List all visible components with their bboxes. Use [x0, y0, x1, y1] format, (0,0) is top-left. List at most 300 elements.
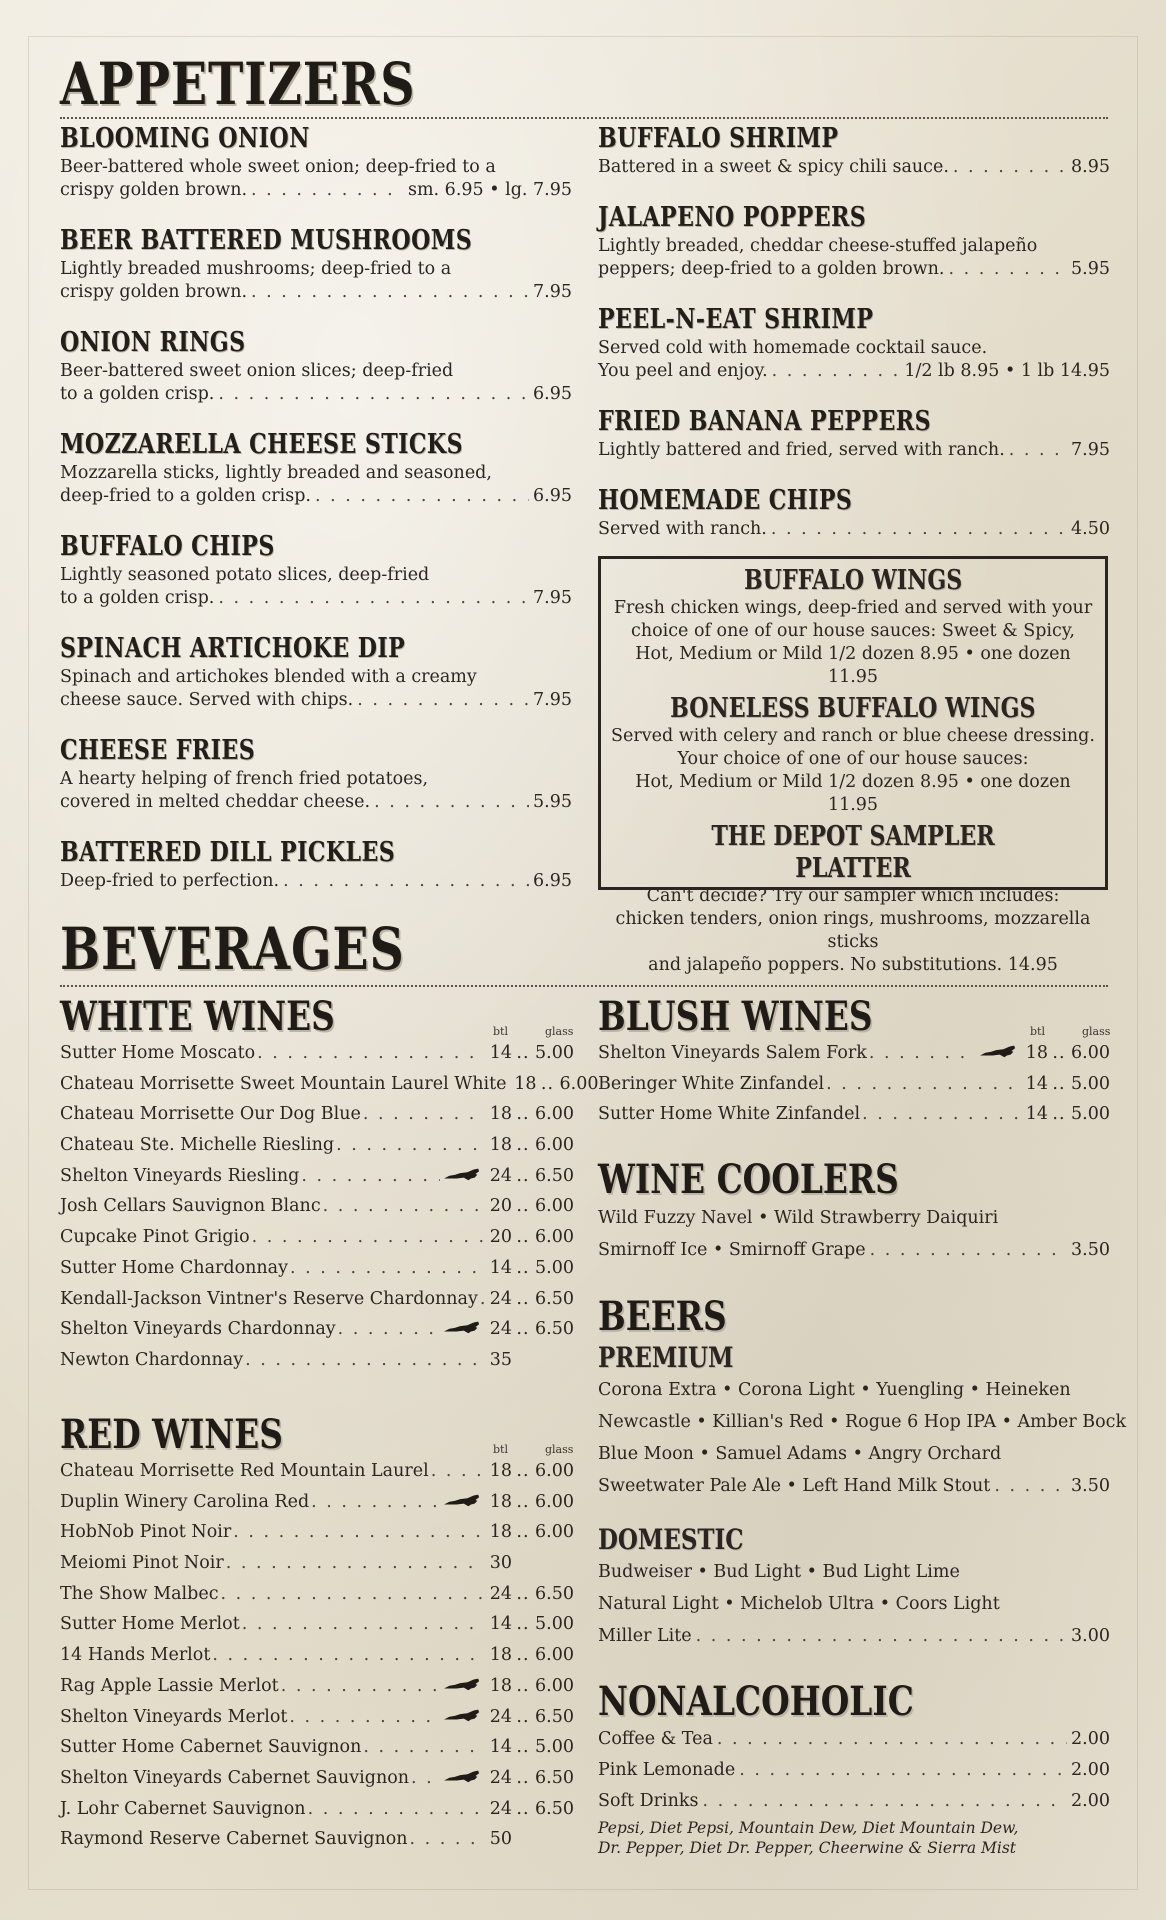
item-description-end: to a golden crisp.: [60, 384, 215, 404]
wine-item-josh-cellars-sauvignon-blanc: [60, 1191, 574, 1222]
item-description-end: cheese sauce. Served with chips.: [60, 690, 354, 710]
item-price-row: [598, 258, 1110, 281]
glass-price: 6.50: [535, 1288, 574, 1309]
glass-price: 6.00: [535, 1522, 574, 1543]
menu-item-peel-n-eat-shrimp: [598, 305, 1110, 383]
menu-item-jalapeno-poppers: [598, 203, 1110, 281]
glass-price: 5.00: [535, 1043, 574, 1063]
leader-dots: [410, 1824, 484, 1855]
bottle-price: 14: [489, 1043, 512, 1063]
leader-dots: [226, 1548, 484, 1579]
item-price: 1/2 lb 8.95 • 1 lb 14.95: [904, 361, 1110, 381]
bottle-price: 35: [489, 1349, 512, 1370]
nonalcoholic-list: [598, 1724, 1110, 1817]
boneless-desc-1: Served with celery and ranch or blue cheese dressing.: [611, 726, 1095, 746]
wine-item-meiomi-pinot-noir: [60, 1548, 574, 1579]
north-carolina-state-icon: [444, 1167, 480, 1181]
item-price: 5.95: [533, 792, 572, 812]
wine-coolers-heading: WINE COOLERS: [598, 1156, 899, 1203]
item-name: MOZZARELLA CHEESE STICKS: [60, 429, 463, 460]
price-separator: ..: [1052, 1043, 1066, 1063]
bottle-price: 18: [489, 1104, 512, 1125]
leader-dots: [870, 1234, 1067, 1266]
leader-dots: [251, 179, 404, 202]
menu-item-battered-dill-pickles: [60, 838, 572, 893]
domestic-line-2: Natural Light • Michelob Ultra • Coors Light: [598, 1594, 1000, 1614]
item-price-row: [598, 518, 1110, 541]
nonalcoholic-heading: NONALCOHOLIC: [598, 1678, 914, 1725]
north-carolina-state-icon: [444, 1493, 480, 1507]
bottle-price: 18: [489, 1645, 512, 1666]
leader-dots: [411, 1763, 440, 1794]
item-price: 7.95: [533, 690, 572, 710]
item-price: 6.95: [533, 486, 572, 506]
premium-beers-heading: PREMIUM: [598, 1341, 734, 1374]
leader-dots: [311, 1487, 440, 1518]
item-description: Lightly breaded mushrooms; deep-fried to a: [60, 259, 452, 279]
drink-item-pink-lemonade: [598, 1755, 1110, 1786]
boneless-desc-3: Hot, Medium or Mild 1/2 dozen 8.95 • one dozen 11.95: [635, 772, 1071, 815]
bottle-price: 24: [489, 1165, 512, 1186]
glass-price: 5.00: [1071, 1104, 1110, 1125]
wine-item-14-hands-merlot: [60, 1640, 574, 1671]
item-price: 6.95: [533, 384, 572, 404]
price-separator: ..: [516, 1043, 530, 1063]
wings-desc-2: choice of one of our house sauces: Sweet & Spicy,: [631, 621, 1075, 641]
leader-dots: [338, 1314, 440, 1345]
leader-dots: [233, 1517, 484, 1548]
item-price: 7.95: [533, 282, 572, 302]
bottle-price: 14: [489, 1257, 512, 1278]
glass-price: 6.00: [559, 1073, 599, 1094]
wine-name: Meiomi Pinot Noir: [60, 1553, 224, 1574]
leader-dots: [221, 1579, 484, 1610]
wine-item-beringer-white-zinfandel: [598, 1069, 1110, 1100]
price-separator: ..: [516, 1491, 530, 1512]
menu-item-buffalo-shrimp: [598, 124, 1110, 179]
wine-name: Sutter Home White Zinfandel: [598, 1104, 861, 1125]
bottle-price: 18: [489, 1491, 512, 1512]
premium-line-2: Newcastle • Killian's Red • Rogue 6 Hop IPA • Amber Bock: [598, 1412, 1127, 1432]
sampler-desc-2: chicken tenders, onion rings, mushrooms, mozzarella sticks: [615, 909, 1091, 952]
glass-price: 6.00: [535, 1227, 574, 1248]
wine-item-sutter-home-chardonnay: [60, 1253, 574, 1284]
wine-item-sutter-home-merlot: [60, 1609, 574, 1640]
leader-dots: [357, 689, 529, 712]
leader-dots: [363, 1099, 484, 1130]
wine-item-newton-chardonnay: [60, 1345, 574, 1376]
wine-item-rag-apple-lassie-merlot: [60, 1671, 574, 1702]
wine-name: 14 Hands Merlot: [60, 1645, 211, 1666]
wings-desc-3: Hot, Medium or Mild 1/2 dozen 8.95 • one dozen 11.95: [635, 644, 1071, 687]
bottle-price: 14: [1025, 1104, 1048, 1125]
bottle-price: 18: [514, 1073, 537, 1094]
item-description: Spinach and artichokes blended with a creamy: [60, 667, 477, 687]
leader-dots: [336, 1130, 484, 1161]
soft-drinks-detail: [598, 1818, 1110, 1858]
item-price: sm. 6.95 • lg. 7.95: [407, 180, 572, 200]
leader-dots: [717, 1724, 1067, 1755]
beverages-heading: BEVERAGES: [60, 915, 405, 983]
wine-item-shelton-vineyards-merlot: [60, 1702, 574, 1733]
red-btl-header: btl: [493, 1443, 508, 1456]
price-separator: ..: [516, 1675, 530, 1696]
item-price-row: [60, 383, 572, 406]
item-price: 8.95: [1071, 157, 1110, 177]
item-price-row: [598, 439, 1110, 462]
bottle-price: 14: [489, 1614, 512, 1635]
item-description: Lightly breaded, cheddar cheese-stuffed jalapeño: [598, 236, 1038, 256]
leader-dots: [290, 1253, 484, 1284]
leader-dots: [994, 1470, 1067, 1502]
glass-price: 6.00: [535, 1645, 574, 1666]
wine-item-sutter-home-white-zinfandel: [598, 1099, 1110, 1130]
red-wines-heading: RED WINES: [60, 1411, 283, 1458]
north-carolina-state-icon: [980, 1044, 1016, 1058]
menu-item-blooming-onion: [60, 124, 572, 202]
menu-item-spinach-artichoke-dip: [60, 634, 572, 712]
wine-item-raymond-reserve-cabernet-sauvignon: [60, 1824, 574, 1855]
item-description: Mozzarella sticks, lightly breaded and seasoned,: [60, 463, 492, 483]
leader-dots: [252, 1222, 484, 1253]
wine-item-the-show-malbec: [60, 1579, 574, 1610]
bottle-price: 14: [489, 1737, 512, 1758]
bottle-price: 24: [489, 1767, 512, 1788]
domestic-price: 3.00: [1071, 1626, 1110, 1646]
beers-block: [598, 1341, 1127, 1652]
item-description-end: deep-fried to a golden crisp.: [60, 486, 311, 506]
item-price-row: [60, 791, 572, 814]
premium-line-4-text: Sweetwater Pale Ale • Left Hand Milk Stout: [598, 1476, 991, 1496]
wine-name: Chateau Morrisette Red Mountain Laurel: [60, 1461, 429, 1481]
wine-item-kendall-jackson-vintner-s-reserve-chardonnay: [60, 1284, 574, 1315]
leader-dots: [218, 587, 529, 610]
item-description-end: You peel and enjoy.: [598, 361, 768, 381]
blush-glass-header: glass: [1082, 1025, 1111, 1038]
glass-price: 6.00: [535, 1491, 574, 1512]
leader-dots: [1009, 439, 1067, 462]
domestic-line-1: Budweiser • Bud Light • Bud Light Lime: [598, 1562, 960, 1582]
wine-item-shelton-vineyards-salem-fork: [598, 1038, 1110, 1069]
glass-price: 6.00: [535, 1104, 574, 1125]
drink-price: 2.00: [1071, 1729, 1110, 1749]
north-carolina-state-icon: [444, 1708, 480, 1722]
boneless-desc-2: Your choice of one of our house sauces:: [677, 749, 1029, 769]
menu-item-mozzarella-cheese-sticks: [60, 430, 572, 508]
wine-name: Josh Cellars Sauvignon Blanc: [60, 1196, 321, 1217]
item-price: 6.95: [533, 871, 572, 891]
wine-item-chateau-morrisette-our-dog-blue: [60, 1099, 574, 1130]
price-separator: ..: [516, 1522, 530, 1543]
leader-dots: [301, 1161, 440, 1192]
bottle-price: 14: [1025, 1073, 1048, 1094]
price-separator: ..: [516, 1196, 530, 1217]
leader-dots: [826, 1069, 1020, 1100]
price-separator: ..: [1052, 1104, 1066, 1125]
sampler-desc-1: Can't decide? Try our sampler which includes:: [646, 886, 1060, 906]
white-wines-heading: WHITE WINES: [60, 993, 335, 1040]
menu-item-beer-battered-mushrooms: [60, 226, 572, 304]
leader-dots: [374, 791, 529, 814]
item-name: SPINACH ARTICHOKE DIP: [60, 633, 406, 664]
appetizers-left-column: [60, 124, 572, 917]
price-separator: ..: [516, 1165, 530, 1186]
red-wines-list: [60, 1456, 574, 1855]
bottle-price: 24: [489, 1583, 512, 1604]
drink-price: 2.00: [1071, 1791, 1110, 1811]
price-separator: ..: [516, 1135, 530, 1156]
domestic-line-3: [598, 1620, 1110, 1652]
wine-name: Sutter Home Merlot: [60, 1614, 240, 1635]
drink-name: Soft Drinks: [598, 1791, 699, 1811]
leader-dots: [949, 258, 1068, 281]
price-separator: ..: [1052, 1073, 1066, 1094]
item-description-end: Deep-fried to perfection.: [60, 871, 280, 891]
premium-line-3: Blue Moon • Samuel Adams • Angry Orchard: [598, 1444, 1002, 1464]
price-separator: ..: [516, 1737, 530, 1758]
leader-dots: [363, 1732, 484, 1763]
leader-dots: [702, 1786, 1067, 1817]
leader-dots: [739, 1755, 1067, 1786]
leader-dots: [257, 1038, 484, 1069]
price-separator: ..: [516, 1583, 530, 1604]
white-btl-header: btl: [493, 1025, 508, 1038]
price-separator: ..: [516, 1288, 530, 1309]
wine-item-sutter-home-moscato: [60, 1038, 574, 1069]
item-description: Served cold with homemade cocktail sauce.: [598, 338, 988, 358]
leader-dots: [480, 1284, 484, 1315]
wine-name: Shelton Vineyards Merlot: [60, 1706, 288, 1727]
wings-box: [598, 556, 1108, 975]
price-separator: ..: [516, 1767, 530, 1788]
wine-name: Chateau Morrisette Sweet Mountain Laurel White: [60, 1073, 507, 1094]
item-description-end: Battered in a sweet & spicy chili sauce.: [598, 157, 949, 177]
item-price-row: [60, 587, 572, 610]
wine-name: Duplin Winery Carolina Red: [60, 1491, 310, 1512]
leader-dots: [242, 1609, 484, 1640]
blush-btl-header: btl: [1030, 1025, 1045, 1038]
leader-dots: [953, 156, 1067, 179]
bottle-price: 50: [489, 1829, 512, 1850]
item-price-row: [60, 870, 572, 893]
wine-item-chateau-ste-michelle-riesling: [60, 1130, 574, 1161]
white-wines-list: [60, 1038, 599, 1376]
item-description-end: Lightly battered and fried, served with ranch.: [598, 440, 1005, 460]
glass-price: 6.00: [1071, 1043, 1110, 1063]
wine-name: Kendall-Jackson Vintner's Reserve Chardonnay: [60, 1288, 478, 1309]
wine-name: Rag Apple Lassie Merlot: [60, 1675, 279, 1696]
price-separator: ..: [516, 1461, 530, 1481]
bottle-price: 24: [489, 1706, 512, 1727]
menu-item-homemade-chips: [598, 486, 1110, 541]
glass-price: 6.00: [535, 1196, 574, 1217]
leader-dots: [315, 485, 529, 508]
wine-name: Sutter Home Cabernet Sauvignon: [60, 1737, 362, 1758]
item-name: BEER BATTERED MUSHROOMS: [60, 225, 473, 256]
blush-wines-heading: BLUSH WINES: [598, 993, 873, 1040]
item-name: BUFFALO SHRIMP: [598, 123, 839, 154]
item-price: 7.95: [533, 588, 572, 608]
item-price: 5.95: [1071, 259, 1110, 279]
wine-name: Newton Chardonnay: [60, 1349, 244, 1370]
sampler-title: THE DEPOT SAMPLER PLATTER: [711, 821, 995, 884]
item-name: HOMEMADE CHIPS: [598, 485, 853, 516]
wine-name: Shelton Vineyards Cabernet Sauvignon: [60, 1767, 410, 1788]
bottle-price: 18: [489, 1675, 512, 1696]
leader-dots: [431, 1456, 484, 1487]
glass-price: 5.00: [535, 1614, 574, 1635]
wine-coolers-price: 3.50: [1071, 1240, 1110, 1260]
drink-name: Coffee & Tea: [598, 1729, 713, 1749]
wine-name: The Show Malbec: [60, 1583, 219, 1604]
wine-name: Shelton Vineyards Salem Fork: [598, 1043, 867, 1063]
wine-item-chateau-morrisette-sweet-mountain-laurel-white: [60, 1069, 599, 1100]
item-name: JALAPENO POPPERS: [598, 202, 867, 233]
item-description-end: Served with ranch.: [598, 519, 767, 539]
price-separator: ..: [516, 1706, 530, 1727]
leader-dots: [251, 281, 529, 304]
leader-dots: [771, 518, 1067, 541]
item-description: A hearty helping of french fried potatoes,: [60, 769, 429, 789]
item-price-row: [598, 156, 1110, 179]
glass-price: 5.00: [1071, 1073, 1110, 1094]
bottle-price: 24: [489, 1319, 512, 1340]
menu-item-buffalo-chips: [60, 532, 572, 610]
wine-name: Shelton Vineyards Riesling: [60, 1165, 300, 1186]
menu-item-onion-rings: [60, 328, 572, 406]
item-description-end: crispy golden brown.: [60, 282, 248, 302]
item-description: Beer-battered sweet onion slices; deep-fried: [60, 361, 454, 381]
premium-price: 3.50: [1071, 1476, 1110, 1496]
leader-dots: [289, 1702, 440, 1733]
leader-dots: [869, 1038, 976, 1069]
item-price-row: [60, 485, 572, 508]
bottle-price: 24: [489, 1798, 512, 1819]
leader-dots: [696, 1620, 1067, 1652]
drink-price: 2.00: [1071, 1760, 1110, 1780]
wine-item-duplin-winery-carolina-red: [60, 1487, 574, 1518]
soft-drinks-list-1: Pepsi, Diet Pepsi, Mountain Dew, Diet Mountain Dew,: [598, 1819, 1019, 1837]
item-name: CHEESE FRIES: [60, 735, 256, 766]
wine-name: Sutter Home Moscato: [60, 1043, 256, 1063]
price-separator: ..: [516, 1227, 530, 1248]
item-price-row: [598, 360, 1110, 383]
bottle-price: 18: [1025, 1043, 1048, 1063]
bottle-price: 20: [489, 1196, 512, 1217]
item-name: PEEL-N-EAT SHRIMP: [598, 304, 874, 335]
wine-name: HobNob Pinot Noir: [60, 1522, 232, 1543]
bottle-price: 24: [489, 1288, 512, 1309]
glass-price: 6.50: [535, 1767, 574, 1788]
bottle-price: 18: [489, 1135, 512, 1156]
wine-name: Raymond Reserve Cabernet Sauvignon: [60, 1829, 408, 1850]
price-separator: ..: [516, 1257, 530, 1278]
wine-coolers-block: [598, 1202, 1110, 1266]
wine-item-shelton-vineyards-chardonnay: [60, 1314, 574, 1345]
leader-dots: [772, 360, 901, 383]
item-description: Lightly seasoned potato slices, deep-fried: [60, 565, 430, 585]
blush-wines-list: [598, 1038, 1110, 1130]
glass-price: 6.00: [535, 1675, 574, 1696]
item-price-row: [60, 179, 572, 202]
wine-item-j-lohr-cabernet-sauvignon: [60, 1794, 574, 1825]
wine-name: Chateau Ste. Michelle Riesling: [60, 1135, 335, 1156]
price-separator: ..: [516, 1614, 530, 1635]
drink-name: Pink Lemonade: [598, 1760, 736, 1780]
wine-item-shelton-vineyards-riesling: [60, 1161, 574, 1192]
wine-name: J. Lohr Cabernet Sauvignon: [60, 1798, 306, 1819]
glass-price: 5.00: [535, 1737, 574, 1758]
leader-dots: [283, 870, 529, 893]
price-separator: ..: [516, 1319, 530, 1340]
price-separator: ..: [516, 1798, 530, 1819]
glass-price: 6.50: [535, 1165, 574, 1186]
leader-dots: [245, 1345, 484, 1376]
wine-coolers-line-2: [598, 1234, 1110, 1266]
appetizers-right-column: [598, 124, 1110, 565]
glass-price: 6.50: [535, 1798, 574, 1819]
wine-name: Cupcake Pinot Grigio: [60, 1227, 250, 1248]
bottle-price: 18: [489, 1522, 512, 1543]
wings-title: BUFFALO WINGS: [743, 565, 963, 596]
north-carolina-state-icon: [444, 1677, 480, 1691]
drink-item-coffee-tea: [598, 1724, 1110, 1755]
wine-item-hobnob-pinot-noir: [60, 1517, 574, 1548]
premium-line-1: Corona Extra • Corona Light • Yuengling • Heineken: [598, 1380, 1071, 1400]
wine-name: Beringer White Zinfandel: [598, 1073, 825, 1094]
item-name: ONION RINGS: [60, 327, 246, 358]
appetizers-divider: [60, 117, 1108, 119]
wine-item-shelton-vineyards-cabernet-sauvignon: [60, 1763, 574, 1794]
menu-item-cheese-fries: [60, 736, 572, 814]
wine-name: Sutter Home Chardonnay: [60, 1257, 288, 1278]
item-name: FRIED BANANA PEPPERS: [598, 406, 931, 437]
price-separator: ..: [516, 1645, 530, 1666]
boneless-title: BONELESS BUFFALO WINGS: [670, 693, 1036, 724]
wine-item-cupcake-pinot-grigio: [60, 1222, 574, 1253]
wine-item-sutter-home-cabernet-sauvignon: [60, 1732, 574, 1763]
item-description-end: to a golden crisp.: [60, 588, 215, 608]
leader-dots: [212, 1640, 484, 1671]
glass-price: 6.00: [535, 1135, 574, 1156]
item-description-end: covered in melted cheddar cheese.: [60, 792, 371, 812]
leader-dots: [218, 383, 529, 406]
price-separator: ..: [540, 1073, 555, 1094]
premium-line-4: [598, 1470, 1110, 1502]
leader-dots: [281, 1671, 440, 1702]
price-separator: ..: [516, 1104, 530, 1125]
wine-coolers-line-1: Wild Fuzzy Navel • Wild Strawberry Daiquiri: [598, 1208, 999, 1228]
glass-price: 6.00: [535, 1461, 574, 1481]
glass-price: 6.50: [535, 1706, 574, 1727]
menu-item-fried-banana-peppers: [598, 407, 1110, 462]
leader-dots: [862, 1099, 1020, 1130]
red-glass-header: glass: [545, 1443, 574, 1456]
wine-name: Shelton Vineyards Chardonnay: [60, 1319, 336, 1340]
item-price: 4.50: [1071, 519, 1110, 539]
appetizers-heading: APPETIZERS: [60, 50, 416, 118]
wine-name: Chateau Morrisette Our Dog Blue: [60, 1104, 361, 1125]
glass-price: 6.50: [535, 1583, 574, 1604]
glass-price: 6.50: [535, 1319, 574, 1340]
item-price-row: [60, 689, 572, 712]
north-carolina-state-icon: [444, 1320, 480, 1334]
bottle-price: 20: [489, 1227, 512, 1248]
item-name: BLOOMING ONION: [60, 123, 310, 154]
bottle-price: 18: [489, 1461, 512, 1481]
beverages-divider: [60, 985, 1108, 987]
item-description: Beer-battered whole sweet onion; deep-fried to a: [60, 157, 496, 177]
